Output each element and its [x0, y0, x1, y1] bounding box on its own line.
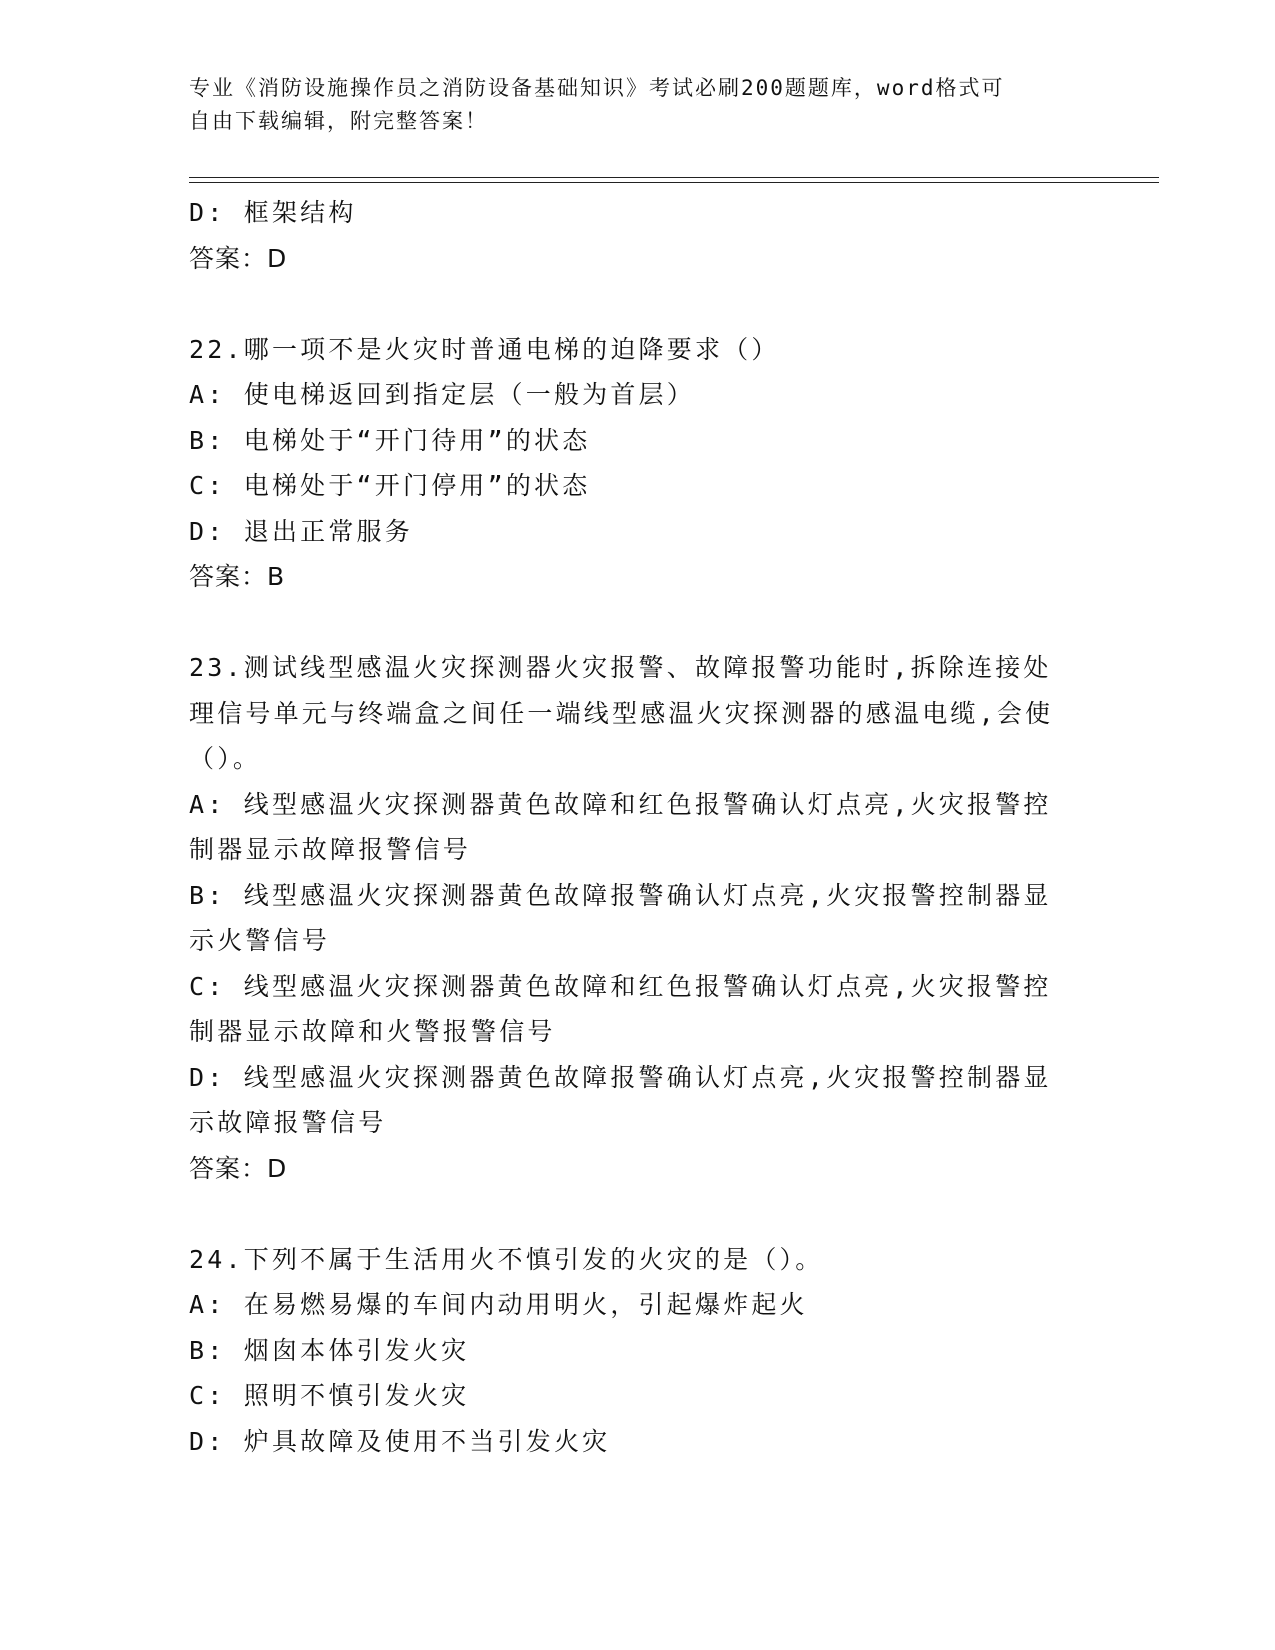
question-24-option-d: D: 炉具故障及使用不当引发火灾 [189, 1426, 611, 1456]
page-header [189, 72, 1069, 138]
question-22-option-a: A: 使电梯返回到指定层（一般为首层） [189, 380, 695, 409]
question-23-option-c-line-2: 制器显示故障和火警报警信号 [189, 1017, 556, 1046]
spacer [189, 1191, 1089, 1237]
prev-option-d: D: 框架结构 [189, 198, 357, 227]
question-23-answer: 答案：D [189, 1153, 288, 1183]
question-22-option-c: C: 电梯处于“开门停用”的状态 [189, 471, 591, 500]
question-23 [189, 645, 1089, 1191]
question-22-answer: 答案：B [189, 562, 286, 591]
header-divider [189, 177, 1159, 183]
question-23-option-d-line-2: 示故障报警信号 [189, 1108, 387, 1137]
spacer [189, 281, 1089, 327]
prev-answer: 答案：D [189, 243, 288, 273]
question-23-option-d-line-1: D: 线型感温火灾探测器黄色故障报警确认灯点亮,火灾报警控制器显 [189, 1062, 1052, 1092]
header-line-1: 专业《消防设施操作员之消防设备基础知识》考试必刷200题题库，word格式可 [189, 76, 1005, 100]
spacer [189, 600, 1089, 646]
question-23-option-c-line-1: C: 线型感温火灾探测器黄色故障和红色报警确认灯点亮,火灾报警控 [189, 971, 1052, 1001]
question-23-stem-line-1: 23.测试线型感温火灾探测器火灾报警、故障报警功能时,拆除连接处 [189, 653, 1052, 682]
question-24-option-b: B: 烟囱本体引发火灾 [189, 1335, 470, 1365]
question-24-stem: 24.下列不属于生活用火不慎引发的火灾的是（）。 [189, 1244, 824, 1274]
question-23-stem-line-3: （）。 [189, 744, 262, 773]
question-22-option-d: D: 退出正常服务 [189, 516, 413, 546]
question-22-stem: 22.哪一项不是火灾时普通电梯的迫降要求（） [189, 334, 780, 364]
header-line-2: 自由下载编辑，附完整答案！ [189, 109, 488, 133]
question-23-option-a-line-1: A: 线型感温火灾探测器黄色故障和红色报警确认灯点亮,火灾报警控 [189, 789, 1052, 819]
question-22-option-b: B: 电梯处于“开门待用”的状态 [189, 425, 591, 455]
question-content [189, 190, 1089, 1464]
question-24 [189, 1237, 1089, 1465]
question-23-option-a-line-2: 制器显示故障报警信号 [189, 835, 472, 864]
question-24-option-c: C: 照明不慎引发火灾 [189, 1381, 470, 1410]
question-23-stem-line-2: 理信号单元与终端盒之间任一端线型感温火灾探测器的感温电缆,会使 [189, 698, 1054, 728]
question-24-option-a: A: 在易燃易爆的车间内动用明火，引起爆炸起火 [189, 1290, 808, 1319]
question-23-option-b-line-2: 示火警信号 [189, 926, 331, 955]
question-22 [189, 327, 1089, 600]
question-23-option-b-line-1: B: 线型感温火灾探测器黄色故障报警确认灯点亮,火灾报警控制器显 [189, 880, 1052, 910]
